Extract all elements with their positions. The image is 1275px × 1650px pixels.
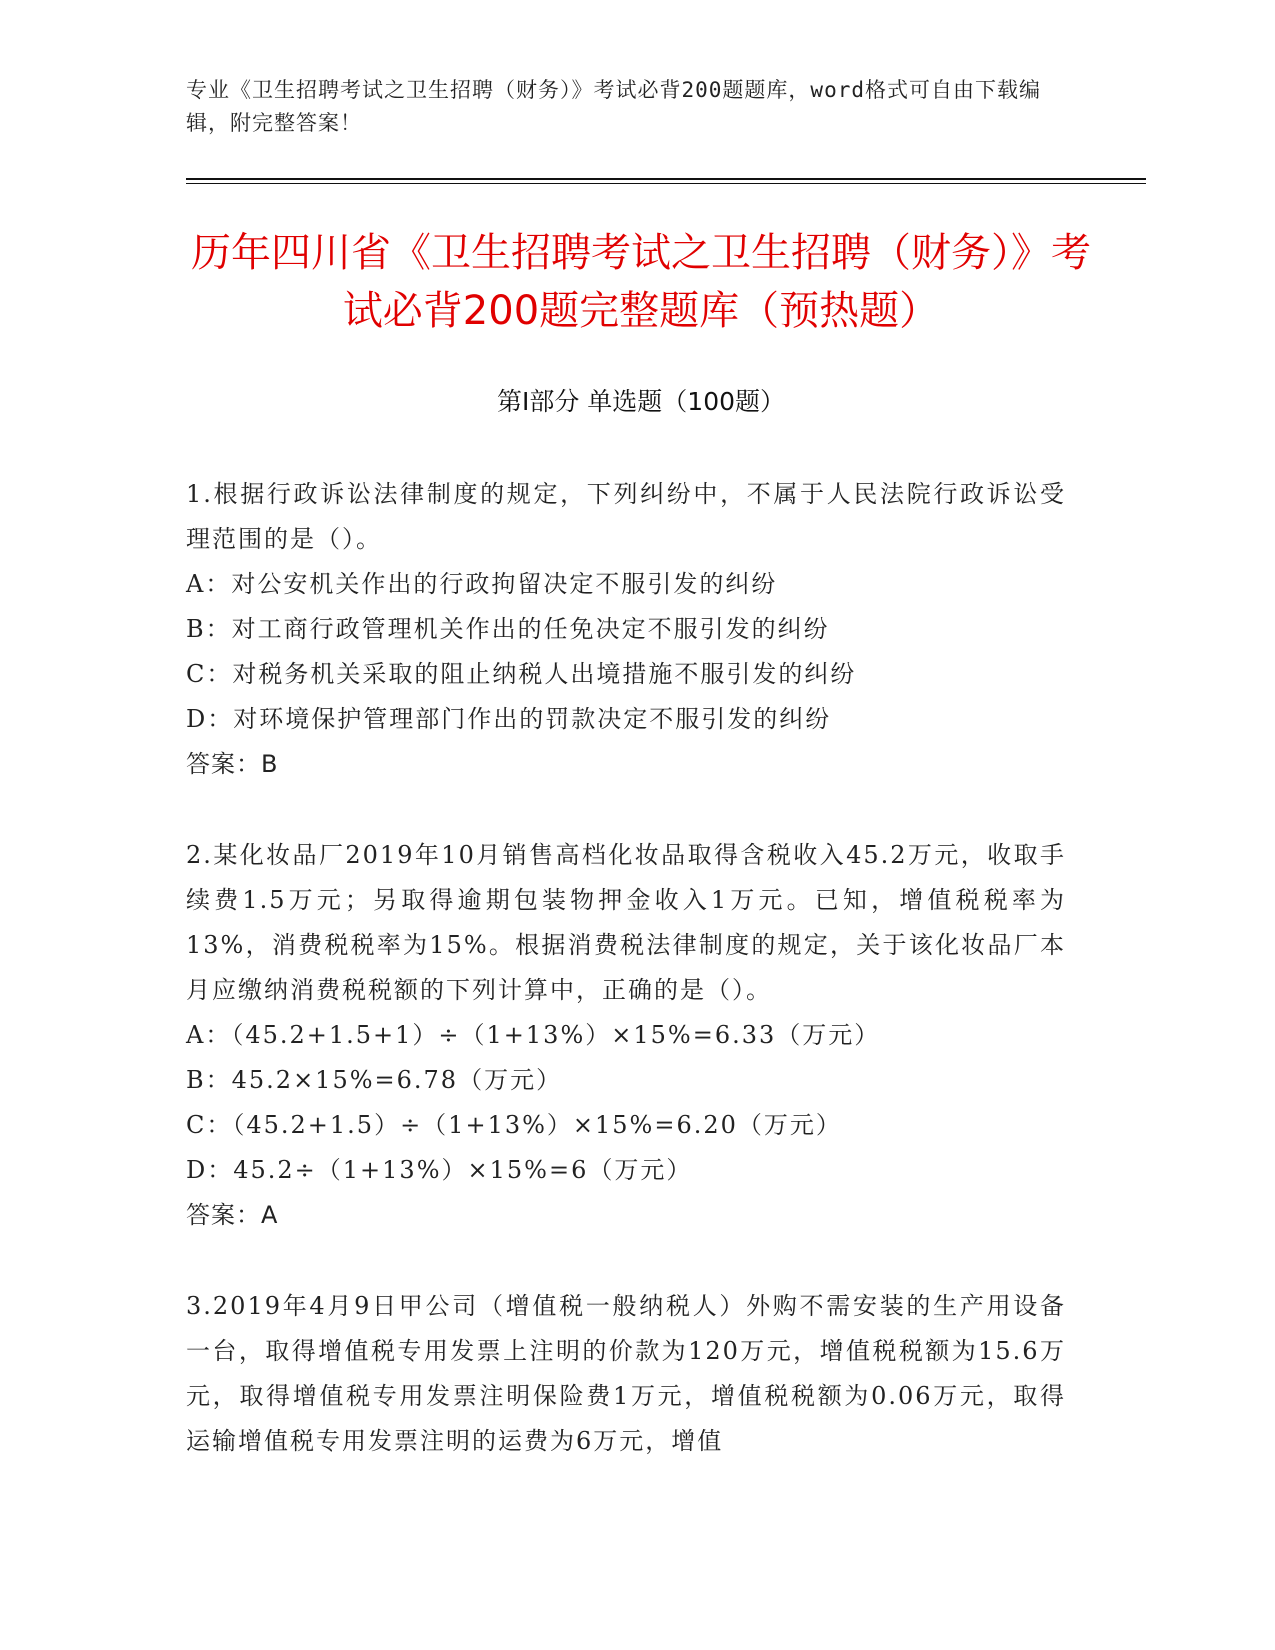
option-d: D：45.2÷（1+13%）×15%=6（万元） [186,1156,693,1184]
option-a: A：（45.2+1.5+1）÷（1+13%）×15%=6.33（万元） [186,1021,881,1049]
question-3 [186,1284,1066,1464]
header-divider-thin [186,183,1146,184]
question-2 [186,833,1066,1238]
option-a: A：对公安机关作出的行政拘留决定不服引发的纠纷 [186,570,778,598]
answer: 答案：B [186,750,279,778]
answer: 答案：A [186,1201,279,1229]
option-c: C：对税务机关采取的阻止纳税人出境措施不服引发的纠纷 [186,660,857,688]
question-stem: 1.根据行政诉讼法律制度的规定，下列纠纷中，不属于人民法院行政诉讼受理范围的是（）。 [186,480,1066,553]
option-b: B：45.2×15%=6.78（万元） [186,1066,563,1094]
option-d: D：对环境保护管理部门作出的罚款决定不服引发的纠纷 [186,705,832,733]
section-title: 第Ⅰ部分 单选题（100题） [496,387,786,416]
header-divider-thick [186,178,1146,180]
question-1 [186,472,1066,787]
option-b: B：对工商行政管理机关作出的任免决定不服引发的纠纷 [186,615,830,643]
header-note: 专业《卫生招聘考试之卫生招聘（财务）》考试必背200题题库，word格式可自由下载编辑，附完整答案！ [186,78,1041,135]
question-stem: 2.某化妆品厂2019年10月销售高档化妆品取得含税收入45.2万元，收取手续费1.5万元；另取得逾期包装物押金收入1万元。已知，增值税税率为13%，消费税税率为15%。根据消费税法律制度的规定，关于该化妆品厂本月应缴纳消费税税额的下列计算中，正确的是（）。 [186,841,1066,1004]
option-c: C：（45.2+1.5）÷（1+13%）×15%=6.20（万元） [186,1111,842,1139]
document-title: 历年四川省《卫生招聘考试之卫生招聘（财务）》考试必背200题完整题库（预热题） [191,230,1091,334]
question-stem: 3.2019年4月9日甲公司（增值税一般纳税人）外购不需安装的生产用设备一台，取得增值税专用发票上注明的价款为120万元，增值税税额为15.6万元，取得增值税专用发票注明保险费1万元，增值税税额为0.06万元，取得运输增值税专用发票注明的运费为6万元，增值 [186,1292,1066,1455]
question-list [186,472,1066,1510]
